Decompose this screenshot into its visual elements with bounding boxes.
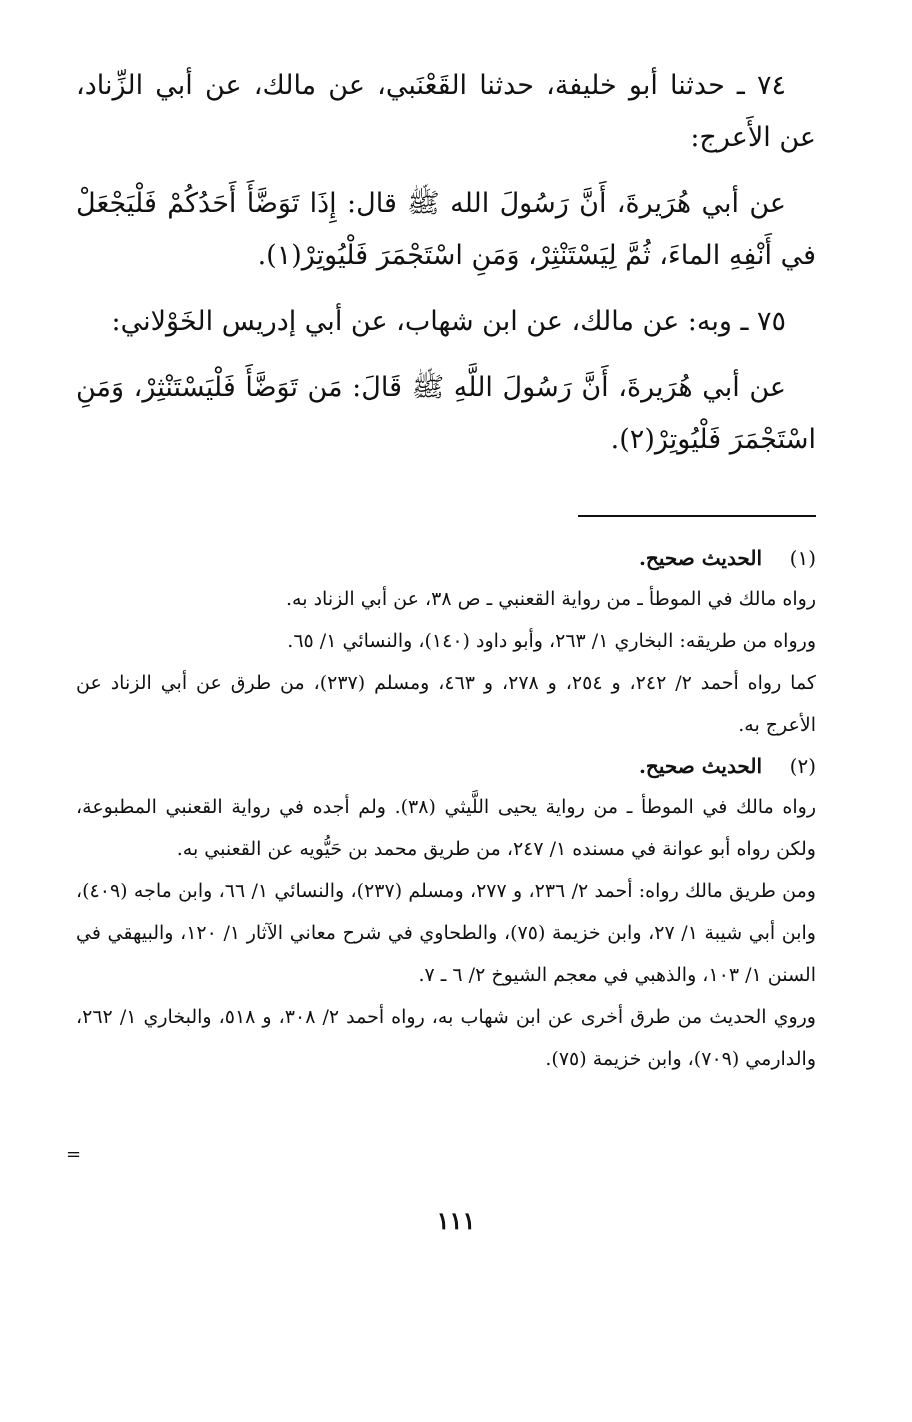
footnote-2-number: (٢) bbox=[789, 754, 816, 778]
page-number: ١١١ bbox=[436, 1206, 476, 1235]
footnote-2-heading bbox=[76, 746, 816, 786]
footnote-1-line: رواه مالك في الموطأ ـ من رواية القعنبي ـ ص ٣٨، عن أبي الزناد به. bbox=[286, 588, 816, 610]
page-body bbox=[76, 60, 817, 1070]
footnote-1-line: كما رواه أحمد ٢/ ٢٤٢، و ٢٥٤، و ٢٧٨، و ٤٦٣، ومسلم (٢٣٧)، من طرق عن أبي الزناد عن الأعرج به. bbox=[76, 672, 816, 736]
footnote-1-number: (١) bbox=[789, 546, 816, 570]
footnotes bbox=[76, 538, 816, 1080]
footnote-2-line: رواه مالك في الموطأ ـ من رواية يحيى اللَّيثي (٣٨). ولم أجده في رواية القعنبي المطبوعة، ولكن رواه أبو عوانة في مسنده ١/ ٢٤٧، من طريق محمد بن حَيُّويه عن القعنبي به. bbox=[76, 796, 817, 860]
hadith-75-isnad: ٧٥ ـ وبه: عن مالك، عن ابن شهاب، عن أبي إدريس الخَوْلاني: bbox=[111, 306, 786, 337]
footnote-1-line: ورواه من طريقه: البخاري ١/ ٢٦٣، وأبو داود (١٤٠)، والنسائي ١/ ٦٥. bbox=[287, 630, 816, 652]
footnote-2-line: وروي الحديث من طرق أخرى عن ابن شهاب به، رواه أحمد ٢/ ٣٠٨، و ٥١٨، والبخاري ١/ ٢٦٢، والدارمي (٧٠٩)، وابن خزيمة (٧٥). bbox=[76, 1006, 816, 1070]
footnote-1-grade: الحديث صحيح. bbox=[638, 546, 762, 570]
footnote-2-line: ومن طريق مالك رواه: أحمد ٢/ ٢٣٦، و ٢٧٧، ومسلم (٢٣٧)، والنسائي ١/ ٦٦، وابن ماجه (٤٠٩)، وابن أبي شيبة ١/ ٢٧، وابن خزيمة (٧٥)، والطحاوي في شرح معاني الآثار ١/ ١٢٠، والبيهقي في السنن ١/ ١٠٣، والذهبي في معجم الشيوخ ٢/ ٦ ـ ٧. bbox=[76, 880, 816, 986]
footnote-2-grade: الحديث صحيح. bbox=[638, 754, 762, 778]
footnote-divider bbox=[578, 515, 816, 517]
hadith-74-isnad: ٧٤ ـ حدثنا أبو خليفة، حدثنا القَعْنَبي، عن مالك، عن أبي الزِّناد، عن الأَعرج: bbox=[76, 70, 816, 153]
footnote-1-heading bbox=[76, 538, 816, 578]
hadith-74-matn: عن أبي هُرَيرةَ، أَنَّ رَسُولَ الله ﷺ قال: إِذَا تَوَضَّأَ أَحَدُكُمْ فَلْيَجْعَلْ في أَنْفِهِ الماءَ، ثُمَّ لِيَسْتَنْثِرْ، وَمَنِ اسْتَجْمَرَ فَلْيُوتِرْ(١). bbox=[76, 188, 816, 271]
continuation-mark: = bbox=[66, 1144, 82, 1165]
hadith-75-matn: عن أبي هُرَيرةَ، أَنَّ رَسُولَ اللَّهِ ﷺ قَالَ: مَن تَوَضَّأَ فَلْيَسْتَنْثِرْ، وَمَنِ اسْتَجْمَرَ فَلْيُوتِرْ(٢). bbox=[76, 372, 816, 455]
